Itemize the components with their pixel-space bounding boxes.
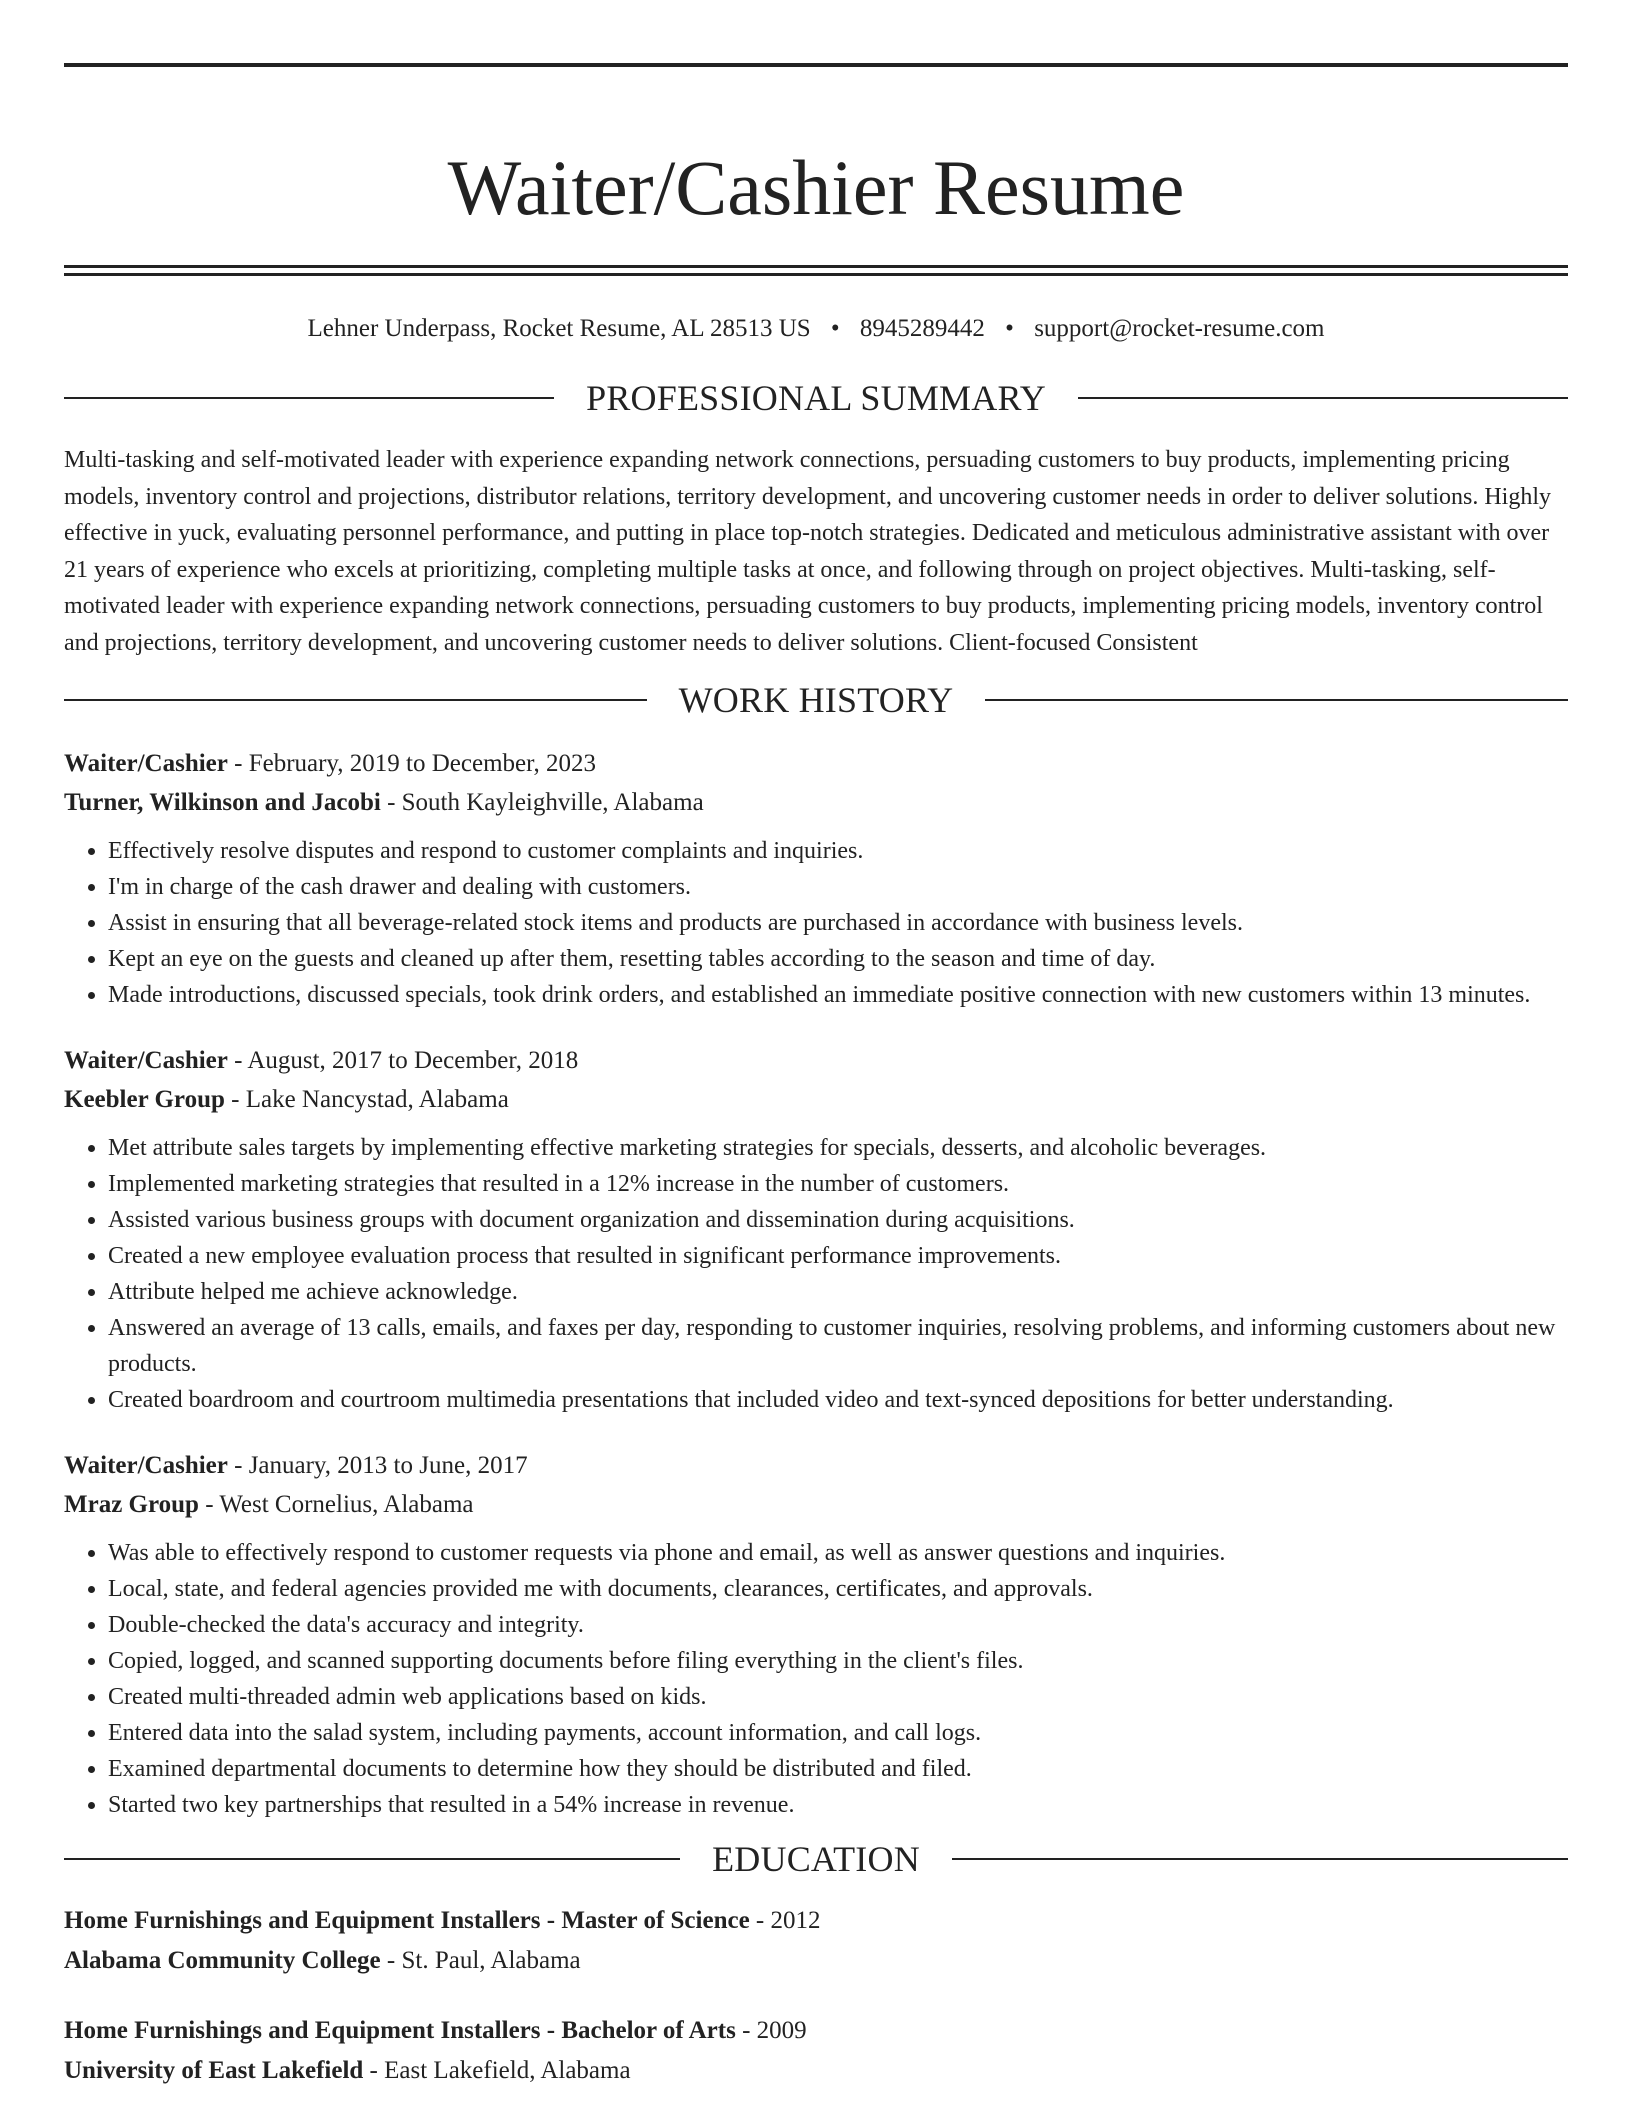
job-company-line bbox=[64, 1485, 1568, 1524]
heading-rule-left bbox=[64, 397, 554, 399]
job-bullet: • Created boardroom and courtroom multimedia presentations that included video and text-synced depositions for better understanding. bbox=[108, 1382, 1568, 1418]
top-rule bbox=[64, 63, 1568, 67]
job-spacer bbox=[64, 1013, 1568, 1041]
contact-separator: • bbox=[1005, 315, 1014, 343]
job-dates: August, 2017 to December, 2018 bbox=[247, 1047, 579, 1075]
education-spacer bbox=[64, 1981, 1568, 2011]
job-title: Waiter/Cashier bbox=[64, 1452, 228, 1480]
title-double-rule-bottom bbox=[64, 273, 1568, 276]
job-location: Lake Nancystad, Alabama bbox=[245, 1086, 509, 1114]
contact-line bbox=[64, 314, 1568, 344]
education-degree-line bbox=[64, 2011, 1568, 2051]
job-separator: - bbox=[231, 1086, 246, 1114]
job-bullet: • Answered an average of 13 calls, emails, and faxes per day, responding to customer inquiries, resolving problems, and informing customers about new products. bbox=[108, 1310, 1568, 1382]
contact-separator: • bbox=[830, 315, 840, 343]
heading-rule-right bbox=[952, 1858, 1568, 1860]
education-separator: - bbox=[369, 2057, 385, 2085]
job-separator: - bbox=[234, 1452, 249, 1480]
summary-heading bbox=[64, 378, 1568, 419]
job-bullet: • Created multi-threaded admin web applications based on kids. bbox=[108, 1679, 1568, 1715]
job-bullet: • Assist in ensuring that all beverage-related stock items and products are purchased in accordance with business levels. bbox=[108, 905, 1568, 941]
education-school-line bbox=[64, 2051, 1568, 2091]
job-bullet: • Kept an eye on the guests and cleaned up after them, resetting tables according to the season and time of day. bbox=[108, 941, 1568, 977]
education-degree: Home Furnishings and Equipment Installers - Bachelor of Arts bbox=[64, 2017, 736, 2045]
job-entry bbox=[64, 744, 1568, 1013]
job-bullets bbox=[64, 1535, 1568, 1823]
job-bullet: • I'm in charge of the cash drawer and dealing with customers. bbox=[108, 869, 1568, 905]
job-company: Turner, Wilkinson and Jacobi bbox=[64, 789, 381, 817]
education-year: 2012 bbox=[770, 1907, 821, 1935]
education-location: St. Paul, Alabama bbox=[401, 1947, 581, 1975]
job-separator: - bbox=[234, 1047, 248, 1075]
education-separator: - bbox=[742, 2017, 757, 2045]
heading-rule-right bbox=[985, 699, 1568, 701]
job-company-line bbox=[64, 783, 1568, 822]
education-degree: Home Furnishings and Equipment Installers - Master of Science bbox=[64, 1907, 750, 1935]
job-title-line bbox=[64, 1041, 1568, 1080]
job-location: South Kayleighville, Alabama bbox=[401, 789, 704, 817]
job-bullet: • Attribute helped me achieve acknowledge. bbox=[108, 1274, 1568, 1310]
contact-address: Lehner Underpass, Rocket Resume, AL 28513 US bbox=[307, 315, 811, 343]
resume-content bbox=[64, 63, 1568, 2091]
education-location: East Lakefield, Alabama bbox=[384, 2057, 631, 2085]
job-location: West Cornelius, Alabama bbox=[219, 1491, 474, 1519]
contact-email: support@rocket-resume.com bbox=[1034, 315, 1325, 343]
job-title-line bbox=[64, 1446, 1568, 1485]
education-school-line bbox=[64, 1941, 1568, 1981]
job-separator: - bbox=[234, 750, 249, 778]
job-bullet: • Made introductions, discussed specials, took drink orders, and established an immediate positive connection with new customers within 13 minutes. bbox=[108, 977, 1568, 1013]
job-title-line bbox=[64, 744, 1568, 783]
job-bullet: • Effectively resolve disputes and respond to customer complaints and inquiries. bbox=[108, 833, 1568, 869]
education-year: 2009 bbox=[756, 2017, 807, 2045]
job-bullet: • Examined departmental documents to determine how they should be distributed and filed. bbox=[108, 1751, 1568, 1787]
job-separator: - bbox=[387, 789, 402, 817]
heading-rule-left bbox=[64, 699, 647, 701]
summary-heading-label: PROFESSIONAL SUMMARY bbox=[586, 378, 1046, 419]
job-bullet: • Implemented marketing strategies that resulted in a 12% increase in the number of customers. bbox=[108, 1166, 1568, 1202]
page-title: Waiter/Cashier Resume bbox=[447, 144, 1185, 232]
job-bullet: • Double-checked the data's accuracy and integrity. bbox=[108, 1607, 1568, 1643]
education-heading bbox=[64, 1839, 1568, 1880]
job-separator: - bbox=[205, 1491, 220, 1519]
heading-rule-left bbox=[64, 1858, 680, 1860]
job-company-line bbox=[64, 1080, 1568, 1119]
education-entry bbox=[64, 1901, 1568, 1981]
job-bullet: • Copied, logged, and scanned supporting documents before filing everything in the client's files. bbox=[108, 1643, 1568, 1679]
work-history-heading-label: WORK HISTORY bbox=[678, 680, 954, 721]
education-separator: - bbox=[386, 1947, 402, 1975]
job-bullet: • Assisted various business groups with document organization and dissemination during acquisitions. bbox=[108, 1202, 1568, 1238]
job-bullets bbox=[64, 833, 1568, 1013]
job-dates: January, 2013 to June, 2017 bbox=[248, 1452, 528, 1480]
job-entry bbox=[64, 1041, 1568, 1418]
job-dates: February, 2019 to December, 2023 bbox=[248, 750, 596, 778]
education-degree-line bbox=[64, 1901, 1568, 1941]
job-bullet: • Started two key partnerships that resulted in a 54% increase in revenue. bbox=[108, 1787, 1568, 1823]
job-bullet: • Local, state, and federal agencies provided me with documents, clearances, certificates, and approvals. bbox=[108, 1571, 1568, 1607]
job-company: Mraz Group bbox=[64, 1491, 199, 1519]
contact-phone: 8945289442 bbox=[859, 315, 985, 343]
job-bullet: • Created a new employee evaluation process that resulted in significant performance improvements. bbox=[108, 1238, 1568, 1274]
job-bullets bbox=[64, 1130, 1568, 1418]
heading-rule-right bbox=[1078, 397, 1568, 399]
job-bullet: • Met attribute sales targets by implementing effective marketing strategies for specials, desserts, and alcoholic beverages. bbox=[108, 1130, 1568, 1166]
education-school: University of East Lakefield bbox=[64, 2057, 364, 2085]
education-heading-label: EDUCATION bbox=[712, 1839, 920, 1880]
title-double-rule-top bbox=[64, 265, 1568, 268]
job-spacer bbox=[64, 1418, 1568, 1446]
job-bullet: • Entered data into the salad system, including payments, account information, and call logs. bbox=[108, 1715, 1568, 1751]
education-entry bbox=[64, 2011, 1568, 2091]
work-history-heading bbox=[64, 680, 1568, 721]
summary-text: Multi-tasking and self-motivated leader with experience expanding network connections, persuading customers to buy products, implementing pricing models, inventory control and projections, distributor relations, territory development, and uncovering customer needs in order to deliver solutions. Highly effective in yuck, evaluating personnel performance, and putting in place top-notch strategies. Dedicated and meticulous administrative assistant with over 21 years of experience who excels at prioritizing, completing multiple tasks at once, and following through on project objectives. Multi-tasking, self-motivated leader with experience expanding network connections, persuading customers to buy products, implementing pricing models, inventory control and projections, territory development, and uncovering customer needs to deliver solutions. Client-focused Consistent bbox=[64, 447, 1552, 656]
job-company: Keebler Group bbox=[64, 1086, 225, 1114]
education-separator: - bbox=[755, 1907, 771, 1935]
job-title: Waiter/Cashier bbox=[64, 750, 228, 778]
job-bullet: • Was able to effectively respond to customer requests via phone and email, as well as answer questions and inquiries. bbox=[108, 1535, 1568, 1571]
job-entry bbox=[64, 1446, 1568, 1823]
job-title: Waiter/Cashier bbox=[64, 1047, 228, 1075]
education-school: Alabama Community College bbox=[64, 1947, 381, 1975]
